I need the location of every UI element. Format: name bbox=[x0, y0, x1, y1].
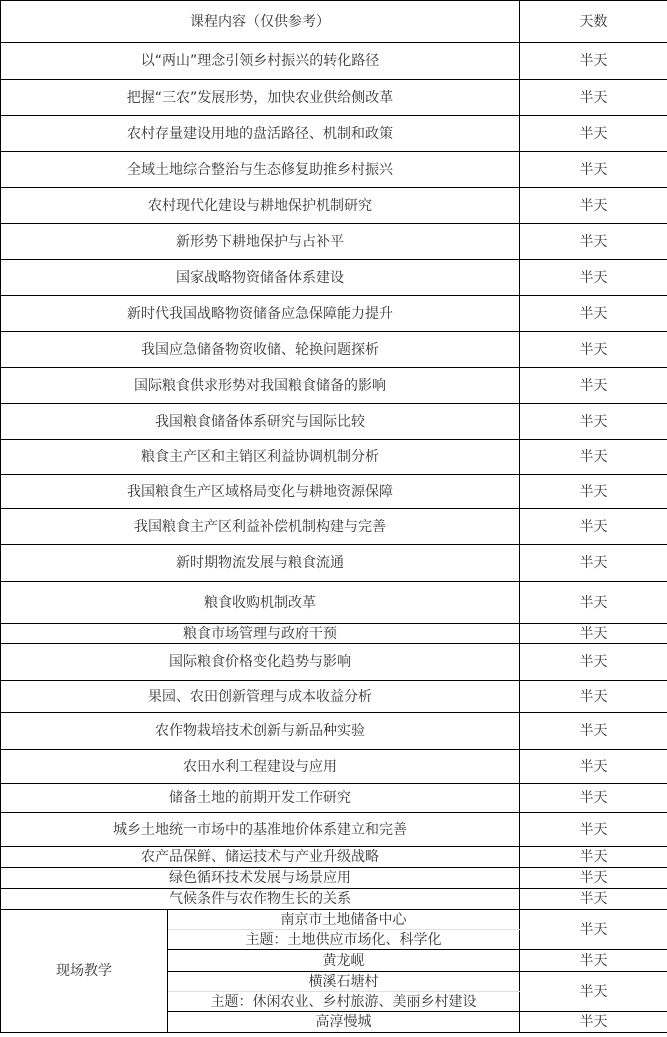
row-content: 新时代我国战略物资储备应急保障能力提升 bbox=[1, 296, 520, 332]
site-days: 半天 bbox=[520, 910, 667, 950]
table-row bbox=[1, 152, 667, 188]
row-content: 农产品保鲜、储运技术与产业升级战略 bbox=[1, 847, 520, 868]
site-days: 半天 bbox=[520, 972, 667, 1012]
row-content: 国家战略物资储备体系建设 bbox=[1, 260, 520, 296]
row-content: 城乡土地统一市场中的基准地价体系建立和完善 bbox=[1, 813, 520, 847]
site-name: 黄龙岘 bbox=[168, 950, 520, 972]
row-days: 半天 bbox=[520, 260, 667, 296]
row-days: 半天 bbox=[520, 750, 667, 784]
row-days: 半天 bbox=[520, 224, 667, 260]
table-row bbox=[1, 750, 667, 784]
row-days: 半天 bbox=[520, 332, 667, 368]
table-row bbox=[1, 582, 667, 624]
row-content: 农村存量建设用地的盘活路径、机制和政策 bbox=[1, 116, 520, 152]
table-row bbox=[1, 784, 667, 813]
row-days: 半天 bbox=[520, 80, 667, 116]
row-content: 绿色循环技术发展与场景应用 bbox=[1, 868, 520, 889]
row-content: 新时期物流发展与粮食流通 bbox=[1, 545, 520, 582]
table-row bbox=[1, 475, 667, 509]
row-days: 半天 bbox=[520, 545, 667, 582]
row-content: 全域土地综合整治与生态修复助推乡村振兴 bbox=[1, 152, 520, 188]
header-days: 天数 bbox=[520, 1, 667, 43]
row-days: 半天 bbox=[520, 43, 667, 80]
site-label: 现场教学 bbox=[1, 910, 168, 1033]
table-row bbox=[1, 440, 667, 475]
row-content: 粮食收购机制改革 bbox=[1, 582, 520, 624]
row-content: 我国粮食生产区域格局变化与耕地资源保障 bbox=[1, 475, 520, 509]
table-row bbox=[1, 404, 667, 440]
row-content: 粮食主产区和主销区利益协调机制分析 bbox=[1, 440, 520, 475]
table-row bbox=[1, 509, 667, 545]
row-days: 半天 bbox=[520, 296, 667, 332]
row-content: 储备土地的前期开发工作研究 bbox=[1, 784, 520, 813]
row-content: 新形势下耕地保护与占补平 bbox=[1, 224, 520, 260]
row-content: 气候条件与农作物生长的关系 bbox=[1, 889, 520, 910]
row-content: 我国应急储备物资收储、轮换问题探析 bbox=[1, 332, 520, 368]
site-days: 半天 bbox=[520, 1012, 667, 1033]
table-row bbox=[1, 624, 667, 644]
site-theme: 主题：休闲农业、乡村旅游、美丽乡村建设 bbox=[168, 992, 520, 1012]
table-row bbox=[1, 368, 667, 404]
site-row bbox=[1, 910, 667, 930]
row-days: 半天 bbox=[520, 152, 667, 188]
table-row bbox=[1, 644, 667, 681]
header-content: 课程内容（仅供参考） bbox=[1, 1, 520, 43]
table-row bbox=[1, 43, 667, 80]
row-content: 农村现代化建设与耕地保护机制研究 bbox=[1, 188, 520, 224]
row-content: 以“两山”理念引领乡村振兴的转化路径 bbox=[1, 43, 520, 80]
table-row bbox=[1, 681, 667, 713]
site-name: 高淳慢城 bbox=[168, 1012, 520, 1033]
row-days: 半天 bbox=[520, 784, 667, 813]
table-row bbox=[1, 260, 667, 296]
row-days: 半天 bbox=[520, 624, 667, 644]
row-days: 半天 bbox=[520, 404, 667, 440]
site-days: 半天 bbox=[520, 950, 667, 972]
table-row bbox=[1, 332, 667, 368]
table-row bbox=[1, 188, 667, 224]
row-content: 国际粮食供求形势对我国粮食储备的影响 bbox=[1, 368, 520, 404]
row-days: 半天 bbox=[520, 713, 667, 750]
site-name: 南京市土地储备中心 bbox=[168, 910, 520, 930]
table-row bbox=[1, 889, 667, 910]
row-content: 果园、农田创新管理与成本收益分析 bbox=[1, 681, 520, 713]
row-days: 半天 bbox=[520, 368, 667, 404]
table-row bbox=[1, 868, 667, 889]
table-row bbox=[1, 80, 667, 116]
row-days: 半天 bbox=[520, 868, 667, 889]
row-days: 半天 bbox=[520, 509, 667, 545]
table-row bbox=[1, 224, 667, 260]
row-days: 半天 bbox=[520, 644, 667, 681]
row-content: 农田水利工程建设与应用 bbox=[1, 750, 520, 784]
table-row bbox=[1, 813, 667, 847]
row-content: 国际粮食价格变化趋势与影响 bbox=[1, 644, 520, 681]
row-days: 半天 bbox=[520, 847, 667, 868]
row-days: 半天 bbox=[520, 889, 667, 910]
row-days: 半天 bbox=[520, 681, 667, 713]
row-content: 把握“三农”发展形势，加快农业供给侧改革 bbox=[1, 80, 520, 116]
header-row bbox=[1, 1, 667, 43]
row-days: 半天 bbox=[520, 116, 667, 152]
table-row bbox=[1, 545, 667, 582]
row-content: 粮食市场管理与政府干预 bbox=[1, 624, 520, 644]
table-row bbox=[1, 713, 667, 750]
row-content: 我国粮食储备体系研究与国际比较 bbox=[1, 404, 520, 440]
row-days: 半天 bbox=[520, 188, 667, 224]
row-content: 我国粮食主产区利益补偿机制构建与完善 bbox=[1, 509, 520, 545]
row-days: 半天 bbox=[520, 582, 667, 624]
table-row bbox=[1, 116, 667, 152]
row-days: 半天 bbox=[520, 475, 667, 509]
site-theme: 主题：土地供应市场化、科学化 bbox=[168, 930, 520, 950]
table-row bbox=[1, 847, 667, 868]
row-days: 半天 bbox=[520, 813, 667, 847]
table-row bbox=[1, 296, 667, 332]
row-days: 半天 bbox=[520, 440, 667, 475]
site-name: 横溪石塘村 bbox=[168, 972, 520, 992]
row-content: 农作物栽培技术创新与新品种实验 bbox=[1, 713, 520, 750]
